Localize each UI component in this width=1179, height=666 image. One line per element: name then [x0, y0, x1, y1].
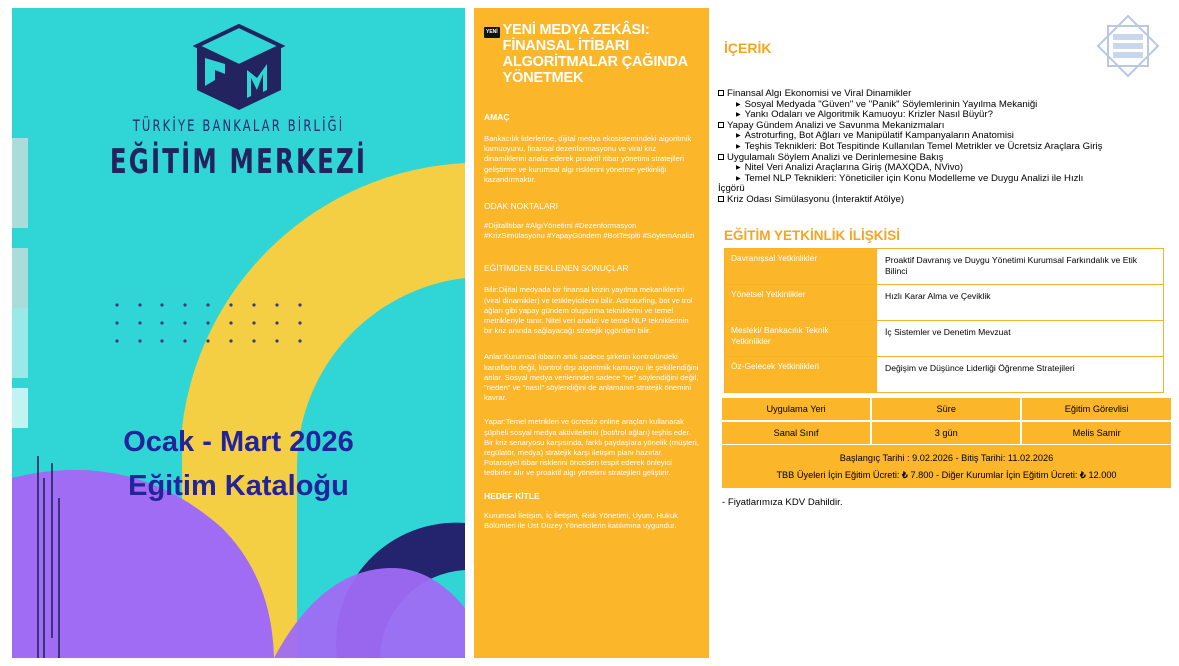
- competency-type: Davranışsal Yetkinlikler: [725, 249, 877, 285]
- aim-text: Bankacılık liderlerine, dijital medya ekosistemindeki algoritmik kamuoyunu, finansal dezenformasyonu ve viral kriz dinamiklerini analiz ederek proaktif itibar yönetimi stratejileri geliştirme ve kurumsal algı risklerini yönetme yetkinliği kazandırmaktır.: [484, 134, 692, 184]
- audience-heading: HEDEF KİTLE: [484, 490, 540, 501]
- competency-value: Hızlı Karar Alma ve Çeviklik: [877, 285, 1164, 321]
- aim-heading: AMAÇ: [484, 112, 510, 122]
- outline-item-text: Teşhis Teknikleri: Bot Tespitinde Kullanılan Temel Metrikler ve Ücretsiz Araçlara Giriş: [744, 140, 1103, 152]
- vat-note: - Fiyatlarımıza KDV Dahildir.: [722, 497, 843, 508]
- audience-text: Kurumsal İletişim, İç İletişim, Risk Yönetimi, Uyum, Hukuk Bölümleri ile Üst Düzey Yöneticilerin katılımına uygundur.: [484, 510, 678, 530]
- checkbox-bullet-icon: [718, 122, 724, 128]
- triangle-bullet-icon: ▶: [736, 112, 741, 119]
- outline-item-text: Yankı Odaları ve Algoritmik Kamuoyu: Krizler Nasıl Büyür?: [744, 109, 993, 121]
- outline-item-text: Sosyal Medyada "Güven" ve "Panik" Söylemlerinin Yayılma Mekaniği: [744, 98, 1038, 110]
- header-location: Uygulama Yeri: [721, 397, 871, 421]
- competency-row: [725, 249, 1164, 285]
- outcomes-heading: EĞİTİMDEN BEKLENEN SONUÇLAR: [484, 263, 629, 274]
- fee-tbb-value: 7.800: [910, 470, 934, 480]
- triangle-bullet-icon: ▶: [736, 101, 741, 108]
- lira-icon: ₺: [902, 470, 908, 480]
- training-detail-page: [718, 8, 1170, 658]
- outline-item-text: Uygulamalı Söylem Analizi ve Derinlemesine Bakış: [727, 151, 944, 163]
- competency-heading: EĞİTİM YETKİNLİK İLİŞKİSİ: [724, 228, 901, 243]
- catalog-period: Ocak - Mart 2026: [123, 426, 354, 458]
- triangle-bullet-icon: ▶: [736, 175, 741, 182]
- training-title: YENİ MEDYA ZEKÂSI: FİNANSAL İTİBARI ALGORİTMALAR ÇAĞINDA YÖNETMEK: [502, 22, 688, 86]
- competency-type: Yönetsel Yetkinlikler: [725, 285, 877, 321]
- competency-row: [725, 357, 1164, 393]
- new-badge-icon: YENİ: [484, 27, 500, 38]
- competency-type: Öz-Gelecek Yetkinlikleri: [725, 357, 877, 393]
- outline-item-text: Nitel Veri Analizi Araçlarına Giriş (MAXQDA, NVivo): [744, 162, 964, 174]
- tbb-cube-logo: [193, 24, 285, 112]
- value-location: Sanal Sınıf: [721, 421, 871, 445]
- competency-value: Proaktif Davranış ve Duygu Yönetimi Kurumsal Farkındalık ve Etik Bilinci: [877, 249, 1164, 285]
- catalog-title: Eğitim Kataloğu: [128, 470, 349, 502]
- value-instructor: Melis Samir: [1021, 421, 1172, 445]
- header-instructor: Eğitim Görevlisi: [1021, 397, 1172, 421]
- outline-item-text: İçgörü: [718, 183, 745, 195]
- catalog-cover: [12, 8, 465, 658]
- value-duration: 3 gün: [871, 421, 1021, 445]
- outline-item-text: Astroturfing, Bot Ağları ve Manipülatif Kampanyaların Anatomisi: [744, 130, 1014, 142]
- header-duration: Süre: [871, 397, 1021, 421]
- outline-item: [718, 174, 1166, 185]
- content-heading: İÇERİK: [724, 40, 772, 56]
- training-fees: [721, 467, 1172, 489]
- outcome-understand: Anlar:Kurumsal itibarın artık sadece şirketin kontrolündeki kanallarla değil, kontrol dışı algoritmik kamuoyu ile şekillendiğini anlar. Sosyal medya verilerinden sadece "ne" söylendiğini değil, "neden" ve "nasıl" söylendiğini de anlamanın stratejik önemini kavrar.: [484, 352, 699, 403]
- competency-row: [725, 285, 1164, 321]
- focus-hashtags: #Dijitalİtibar #AlgıYönetimi #Dezenformasyon #KrizSimülasyonu #YapayGündem #BotTespiti #SöylemAnalizi: [484, 221, 695, 241]
- info-header-row: [721, 397, 1172, 421]
- content-outline: [718, 89, 1166, 206]
- fee-tbb-label: TBB Üyeleri İçin Eğitim Ücreti:: [776, 470, 900, 480]
- lira-icon: ₺: [1080, 470, 1086, 480]
- competency-row: [725, 321, 1164, 357]
- competency-value: İç Sistemler ve Denetim Mevzuat: [877, 321, 1164, 357]
- triangle-bullet-icon: ▶: [736, 143, 741, 150]
- focus-heading: ODAK NOKTALARI: [484, 201, 558, 212]
- checkbox-bullet-icon: [718, 90, 724, 96]
- outline-item-text: Finansal Algı Ekonomisi ve Viral Dinamikler: [727, 88, 912, 99]
- org-name-line2: EĞİTİM MERKEZİ: [109, 142, 368, 182]
- training-dates: Başlangıç Tarihi : 9.02.2026 - Bitiş Tarihi: 11.02.2026: [721, 445, 1172, 467]
- training-title-row: [484, 22, 699, 86]
- competency-table: [724, 248, 1164, 393]
- outcome-know: Bilir:Dijital medyada bir finansal krizin yayılma mekaniklerini (viral dinamikler) ve tetikleyicilerini bilir. Astroturfing, bot ve trol ağları gibi yapay gündem oluşturma tekniklerini ve temel metrikleriyle tanır. Nitel veri analizi ve temel NLP tekniklerinin bir kriz anında sağlayacağı stratejik içgörüleri bilir.: [484, 285, 693, 336]
- fee-other-value: 12.000: [1088, 470, 1117, 480]
- outline-item-text: Yapay Gündem Analizi ve Savunma Mekanizmaları: [727, 119, 945, 131]
- fee-separator-label: - Diğer Kurumlar İçin Eğitim Ücreti:: [936, 470, 1078, 480]
- info-value-row: [721, 421, 1172, 445]
- org-name-line1: TÜRKİYE BANKALAR BİRLİĞİ: [132, 116, 345, 135]
- tbb-seal-logo: [1096, 14, 1160, 78]
- competency-value: Değişim ve Düşünce Liderliği Öğrenme Stratejileri: [877, 357, 1164, 393]
- checkbox-bullet-icon: [718, 154, 724, 160]
- outline-item-text: Kriz Odası Simülasyonu (İnteraktif Atölye): [727, 193, 905, 205]
- triangle-bullet-icon: ▶: [736, 165, 741, 172]
- outline-item-text: Temel NLP Teknikleri: Yöneticiler için Konu Modelleme ve Duygu Analizi ile Hızlı: [744, 172, 1084, 184]
- training-info-table: [721, 397, 1172, 489]
- outcome-do: Yapar:Temel metrikleri ve ücretsiz online araçları kullanarak şüpheli sosyal medya aktivitelerini (bot/trol ağları) teşhis eder. Bir kriz senaryosu karşısında, farklı paydaşlara yönelik (müşteri, regülatör, medya) stratejik karşı iletişim planı hazırlar. Potansiyel itibar risklerini önceden tespit ederek önleyici tedbirler alır ve proaktif algı yönetimi stratejileri geliştirir.: [484, 417, 699, 478]
- competency-type: Mesleki/ Bankacılık Teknik Yetkinlikler: [725, 321, 877, 357]
- training-summary-column: [474, 8, 709, 658]
- checkbox-bullet-icon: [718, 196, 724, 202]
- triangle-bullet-icon: ▶: [736, 133, 741, 140]
- outline-item: [718, 195, 1166, 206]
